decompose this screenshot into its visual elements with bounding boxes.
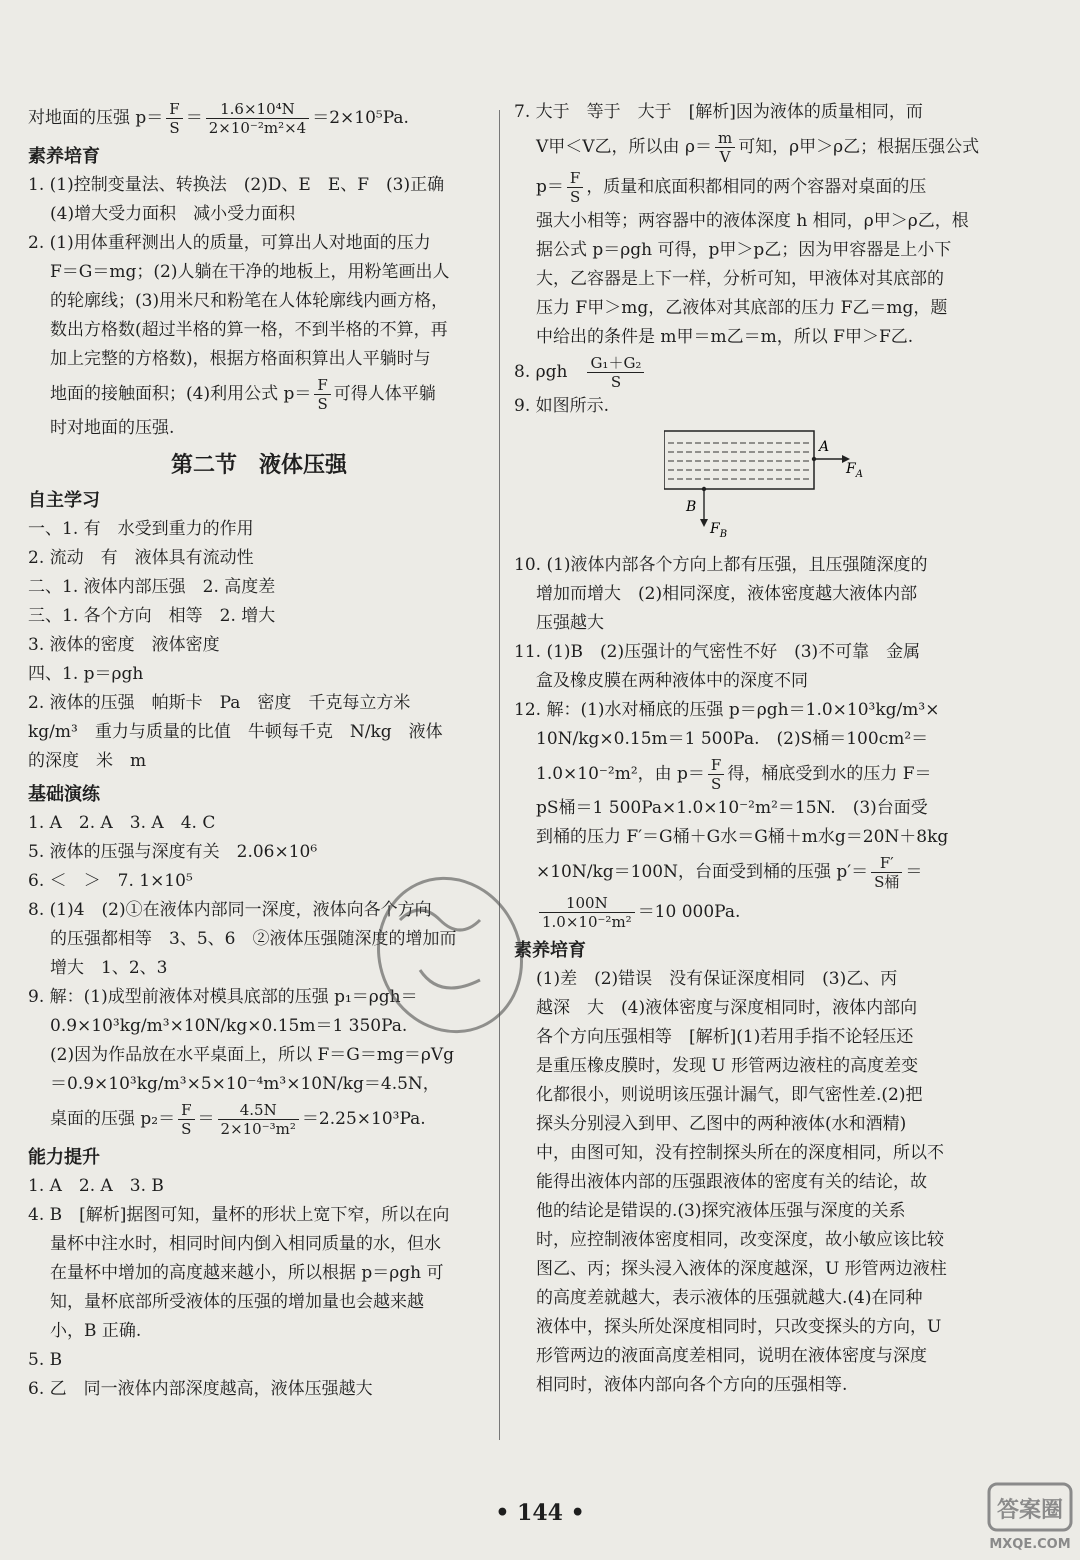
fraction: [539, 894, 635, 931]
text: 得，桶底受到水的压力 F＝: [727, 764, 932, 784]
numerator: F: [178, 1101, 194, 1120]
denominator: V: [719, 148, 731, 166]
answer-line: 到桶的压力 F′＝G桶＋G水＝G桶＋m水g＝20N＋8kg: [536, 827, 949, 847]
answer-line: 液体中，探头所处深度相同时，只改变探头的方向，U: [536, 1317, 942, 1337]
text: ＝: [185, 108, 203, 128]
numerator: F′: [871, 854, 902, 873]
answer-line: 增大 1、2、3: [50, 958, 168, 978]
text: 8. ρgh: [514, 362, 585, 382]
text: ＝2×10⁵Pa.: [312, 108, 409, 128]
answer-line: 的深度 米 m: [28, 751, 147, 771]
text: 地面的接触面积；(4)利用公式 p＝: [50, 384, 312, 404]
numerator: G₁＋G₂: [587, 354, 644, 373]
answer-line: 他的结论是错误的.(3)探究液体压强与深度的关系: [536, 1201, 906, 1221]
watermark-bottom-text: MXQE.COM: [989, 1537, 1071, 1552]
container-force-diagram: [664, 427, 904, 537]
text: ＝10 000Pa.: [637, 902, 741, 922]
right-column: [514, 98, 986, 1400]
heading-jichu: 基础演练: [28, 784, 100, 805]
answer-line: 增加而增大 (2)相同深度，液体密度越大液体内部: [536, 584, 918, 604]
text: ＝2.25×10³Pa.: [301, 1109, 426, 1129]
denominator: S: [317, 395, 328, 413]
heading-nengli: 能力提升: [28, 1147, 100, 1168]
numerator: 100N: [539, 894, 635, 913]
fraction: [708, 756, 724, 793]
watermark-top-text: 答案圈: [996, 1498, 1064, 1523]
denominator: 2×10⁻³m²: [220, 1120, 296, 1138]
answer-line: 大，乙容器是上下一样，分析可知，甲液体对其底部的: [536, 269, 944, 289]
label-fb-main: F: [710, 521, 720, 537]
answer-line: [514, 352, 986, 392]
denominator: S: [610, 373, 622, 391]
pressure-formula-line: [28, 98, 490, 138]
answer-line: 9. 如图所示.: [514, 396, 610, 416]
answer-line: 2. 流动 有 液体具有流动性: [28, 548, 254, 568]
fraction: [567, 169, 583, 206]
answer-line: 11. (1)B (2)压强计的气密性不好 (3)不可靠 金属: [514, 642, 921, 662]
text: p＝: [536, 177, 564, 197]
answer-line: 二、1. 液体内部压强 2. 高度差: [28, 577, 276, 597]
denominator: S桶: [874, 873, 900, 891]
answer-line: 形管两边的液面高度差相同，说明在液体密度与深度: [536, 1346, 927, 1366]
answer-line: 小，B 正确.: [50, 1321, 142, 1341]
answer-line: 10N/kg×0.15m＝1 500Pa. (2)S桶＝100cm²＝: [536, 729, 929, 749]
answer-line: 3. 液体的密度 液体密度: [28, 635, 220, 655]
heading-suyang-1: 素养培育: [28, 146, 100, 167]
denominator: S: [181, 1120, 192, 1138]
answer-line: 盒及橡皮膜在两种液体中的深度不同: [536, 671, 808, 691]
answer-line: 一、1. 有 水受到重力的作用: [28, 519, 254, 539]
fraction: [314, 376, 330, 413]
handwritten-stamp-watermark: [360, 860, 540, 1040]
text: 桌面的压强 p₂＝: [50, 1109, 176, 1129]
answer-line: 中，由图可知，没有控制探头所在的深度相同，所以不: [536, 1143, 944, 1163]
denominator: 1.0×10⁻²m²: [542, 913, 632, 931]
label-fa-sub: A: [855, 469, 863, 480]
answer-line: 1. A 2. A 3. A 4. C: [28, 813, 216, 833]
section-title: 第二节 液体压强: [170, 453, 347, 478]
answer-line: 时，应控制液体密度相同，改变深度，故小敏应该比较: [536, 1230, 944, 1250]
answer-line: [28, 1099, 490, 1139]
answer-line: 相同时，液体内部向各个方向的压强相等.: [536, 1375, 848, 1395]
text: 对地面的压强 p＝: [28, 108, 164, 128]
answer-line: 在量杯中增加的高度越来越小，所以根据 p＝ρgh 可: [50, 1263, 444, 1283]
answer-line: 压强越大: [536, 613, 604, 633]
answer-line: 12. 解：(1)水对桶底的压强 p＝ρgh＝1.0×10³kg/m³×: [514, 700, 940, 720]
answer-line: 压力 F甲＞mg，乙液体对其底部的压力 F乙＝mg，题: [536, 298, 948, 318]
answer-line: [514, 892, 986, 932]
answer-line: 各个方向压强相等 [解析](1)若用手指不论轻压还: [536, 1027, 914, 1047]
denominator: 2×10⁻²m²×4: [208, 119, 307, 137]
answer-line: (1)差 (2)错误 没有保证深度相同 (3)乙、丙: [536, 969, 898, 989]
answer-line: kg/m³ 重力与质量的比值 牛顿每千克 N/kg 液体: [28, 722, 443, 742]
answer-line: 6. ＜ ＞ 7. 1×10⁵: [28, 871, 193, 891]
text: ＝: [905, 862, 923, 882]
answer-line: 2. (1)用体重秤测出人的质量，可算出人对地面的压力: [28, 233, 431, 253]
answer-line: 中给出的条件是 m甲＝m乙＝m，所以 F甲＞F乙.: [536, 327, 914, 347]
answer-line: 知，量杯底部所受液体的压强的增加量也会越来越: [50, 1292, 424, 1312]
text: ＝: [197, 1109, 215, 1129]
label-fa-main: F: [846, 461, 856, 477]
answer-line: 8. (1)4 (2)①在液体内部同一深度，液体向各个方向: [28, 900, 432, 920]
answer-line: [514, 167, 986, 207]
answer-line: (4)增大受力面积 减小受力面积: [50, 204, 296, 224]
answer-line: 据公式 p＝ρgh 可得，p甲＞p乙；因为甲容器是上小下: [536, 240, 952, 260]
text: 可得人体平躺: [333, 384, 436, 404]
answer-line: 5. B: [28, 1350, 63, 1370]
text: ×10N/kg＝100N，台面受到桶的压强 p′＝: [536, 862, 869, 882]
numerator: F: [708, 756, 724, 775]
answer-line: 4. B [解析]据图可知，量杯的形状上宽下窄，所以在向: [28, 1205, 450, 1225]
answer-line: 0.9×10³kg/m³×10N/kg×0.15m＝1 350Pa.: [50, 1016, 408, 1036]
answer-line: 1. (1)控制变量法、转换法 (2)D、E E、F (3)正确: [28, 175, 445, 195]
fraction: [178, 1101, 194, 1138]
answer-line: 9. 解：(1)成型前液体对模具底部的压强 p₁＝ρgh＝: [28, 987, 418, 1007]
answer-line: 6. 乙 同一液体内部深度越高，液体压强越大: [28, 1379, 373, 1399]
answer-line: 图乙、丙；探头浸入液体的深度越深，U 形管两边液柱: [536, 1259, 947, 1279]
label-fb-sub: B: [719, 529, 728, 537]
answer-line: 的高度差就越大，表示液体的压强就越大.(4)在同种: [536, 1288, 923, 1308]
answer-line: 探头分别浸入到甲、乙图中的两种液体(水和酒精): [536, 1114, 907, 1134]
answer-line: 时对地面的压强.: [50, 418, 175, 438]
container-outline: [664, 431, 814, 489]
answer-line: F＝G＝mg；(2)人躺在干净的地板上，用粉笔画出人: [50, 262, 450, 282]
fraction: [206, 100, 309, 137]
heading-zizhu: 自主学习: [28, 490, 100, 511]
left-column: [28, 98, 490, 1404]
label-a: A: [819, 439, 830, 455]
answer-line: 的轮廓线；(3)用米尺和粉笔在人体轮廓线内画方格，: [50, 291, 449, 311]
denominator: S: [169, 119, 180, 137]
answer-line: [28, 374, 490, 414]
answer-line: 强大小相等；两容器中的液体深度 h 相同，ρ甲＞ρ乙，根: [536, 211, 969, 231]
label-fb: [709, 521, 727, 537]
column-divider: [499, 110, 500, 1440]
answer-line: 三、1. 各个方向 相等 2. 增大: [28, 606, 276, 626]
answer-line: 能得出液体内部的压强跟液体的密度有关的结论，故: [536, 1172, 927, 1192]
site-watermark-logo: [985, 1480, 1075, 1555]
fraction: [587, 354, 644, 391]
answer-line: 数出方格数(超过半格的算一格，不到半格的不算，再: [50, 320, 448, 340]
answer-line: ＝0.9×10³kg/m³×5×10⁻⁴m³×10N/kg＝4.5N，: [50, 1074, 440, 1094]
fraction: [871, 854, 902, 891]
answer-line: 5. 液体的压强与深度有关 2.06×10⁶: [28, 842, 318, 862]
answer-line: 7. 大于 等于 大于 [解析]因为液体的质量相同，而: [514, 102, 923, 122]
numerator: 4.5N: [218, 1101, 299, 1120]
page-number: • 144 •: [495, 1500, 585, 1526]
text: 1.0×10⁻²m²，由 p＝: [536, 764, 705, 784]
answer-line: [514, 127, 986, 167]
numerator: F: [166, 100, 182, 119]
answer-line: 2. 液体的压强 帕斯卡 Pa 密度 千克每立方米: [28, 693, 411, 713]
label-fa: [845, 461, 863, 480]
numerator: F: [567, 169, 583, 188]
answer-line: 1. A 2. A 3. B: [28, 1176, 164, 1196]
force-b-arrowhead: [700, 519, 708, 527]
heading-suyang-2: 素养培育: [514, 940, 586, 961]
denominator: S: [569, 188, 581, 206]
answer-line: [514, 754, 986, 794]
fraction: [218, 1101, 299, 1138]
answer-line: (2)因为作品放在水平桌面上，所以 F＝G＝mg＝ρVg: [50, 1045, 455, 1065]
text: 可知，ρ甲＞ρ乙；根据压强公式: [738, 137, 980, 157]
numerator: F: [314, 376, 330, 395]
answer-line: 化都很小，则说明该压强计漏气，即气密性差.(2)把: [536, 1085, 923, 1105]
fraction: [715, 129, 735, 166]
liquid-hatching: [668, 443, 810, 479]
answer-line: 10. (1)液体内部各个方向上都有压强，且压强随深度的: [514, 555, 928, 575]
numerator: 1.6×10⁴N: [206, 100, 309, 119]
text: V甲＜V乙，所以由 ρ＝: [536, 137, 712, 157]
numerator: m: [715, 129, 735, 148]
answer-line: 四、1. p＝ρgh: [28, 664, 144, 684]
fraction: [166, 100, 182, 137]
answer-line: 的压强都相等 3、5、6 ②液体压强随深度的增加而: [50, 929, 457, 949]
answer-line: 量杯中注水时，相同时间内倒入相同质量的水，但水: [50, 1234, 441, 1254]
answer-line: 越深 大 (4)液体密度与深度相同时，液体内部向: [536, 998, 918, 1018]
answer-line: 是重压橡皮膜时，发现 U 形管两边液柱的高度差变: [536, 1056, 919, 1076]
text: ，质量和底面积都相同的两个容器对桌面的压: [586, 177, 927, 197]
label-b: B: [686, 499, 697, 515]
answer-line: pS桶＝1 500Pa×1.0×10⁻²m²＝15N. (3)台面受: [536, 798, 928, 818]
answer-line: [514, 852, 986, 892]
answer-line: 加上完整的方格数)，根据方格面积算出人平躺时与: [50, 349, 431, 369]
denominator: S: [710, 775, 722, 793]
